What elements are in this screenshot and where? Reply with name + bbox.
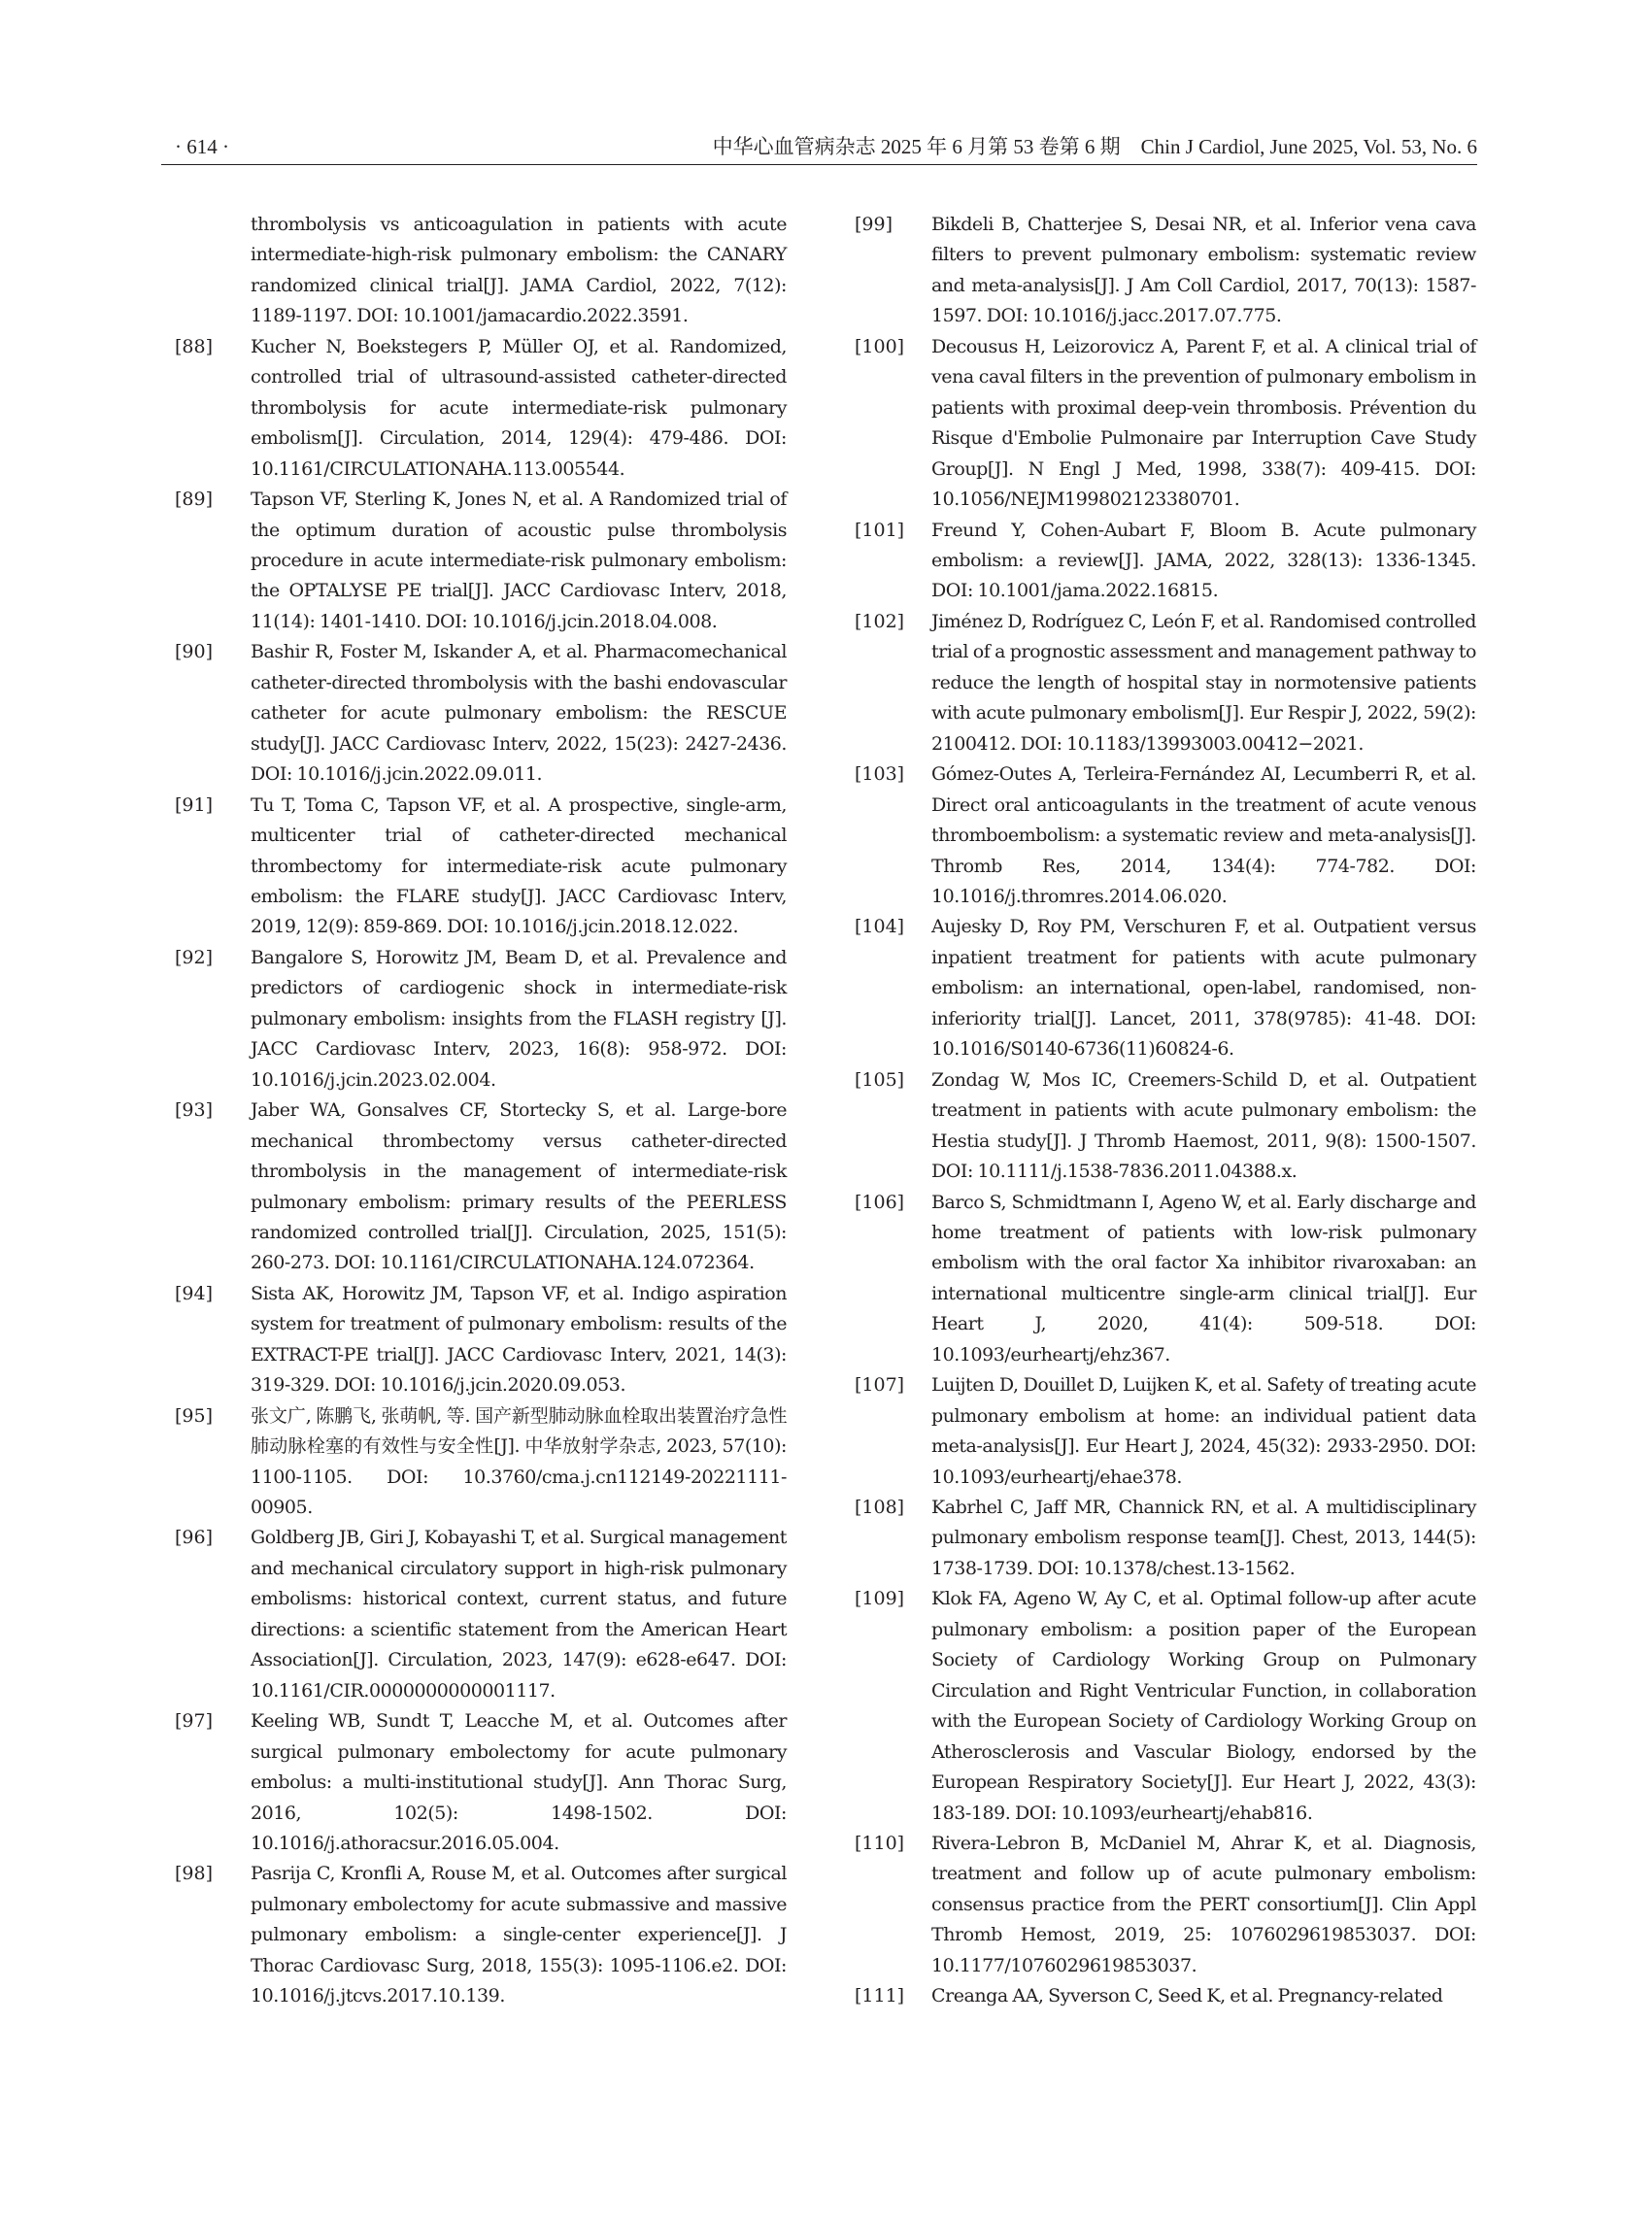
reference-number: [111] [855, 1985, 905, 2007]
reference-text: Sista AK, Horowitz JM, Tapson VF, et al. Indigo aspiration system for treatment of pulmonary embolism: results of the EXTRACT-PE trial[J]. JACC Cardiovasc Interv, 2021, 14(3): 319-329. DOI: 10.1016/j.jcin.2020.09.053. [251, 1282, 787, 1397]
reference-item [855, 332, 1476, 516]
reference-text: Luijten D, Douillet D, Luijken K, et al. Safety of treating acute pulmonary embolism at home: an individual patient data meta-analysis[J]. Eur Heart J, 2024, 45(32): 2933-2950. DOI: 10.1093/eurheartj/ehae378. [931, 1374, 1476, 1488]
reference-item [855, 1370, 1476, 1493]
reference-text: Kabrhel C, Jaff MR, Channick RN, et al. A multidisciplinary pulmonary embolism response team[J]. Chest, 2013, 144(5): 1738-1739. DOI: 10.1378/chest.13-1562. [931, 1497, 1476, 1579]
reference-text: Pasrija C, Kronfli A, Rouse M, et al. Outcomes after surgical pulmonary embolectomy for acute submassive and massive pulmonary embolism: a single-center experience[J]. J Thorac Cardiovasc Surg, 2018, 155(3): 1095-1106.e2. DOI: 10.1016/j.jtcvs.2017.10.139. [251, 1863, 787, 2007]
reference-item [175, 1706, 787, 1859]
reference-item [175, 943, 787, 1096]
page-header [161, 131, 1477, 165]
reference-text: Decousus H, Leizorovicz A, Parent F, et al. A clinical trial of vena caval filters in the prevention of pulmonary embolism in patients with proximal deep-vein thrombosis. Prévention du Risque d'Embolie Pulmonaire par Interruption Cave Study Group[J]. N Engl J Med, 1998, 338(7): 409-415. DOI: 10.1056/NEJM199802123380701. [931, 335, 1476, 511]
reference-item [175, 1523, 787, 1706]
reference-text: Freund Y, Cohen-Aubart F, Bloom B. Acute pulmonary embolism: a review[J]. JAMA, 2022, 328(13): 1336-1345. DOI: 10.1001/jama.2022.16815. [931, 519, 1476, 602]
reference-item [175, 1401, 787, 1524]
reference-number: [90] [175, 641, 214, 663]
reference-item [175, 791, 787, 943]
reference-text: Tu T, Toma C, Tapson VF, et al. A prospective, single-arm, multicenter trial of catheter-directed mechanical thrombectomy for intermediate-risk acute pulmonary embolism: the FLARE study[J]. JACC Cardiovasc Interv, 2019, 12(9): 859-869. DOI: 10.1016/j.jcin.2018.12.022. [251, 793, 787, 938]
reference-text: Aujesky D, Roy PM, Verschuren F, et al. Outpatient versus inpatient treatment for patients with acute pulmonary embolism: an international, open-label, randomised, non-inferiority trial[J]. Lancet, 2011, 378(9785): 41-48. DOI: 10.1016/S0140-6736(11)60824-6. [931, 916, 1476, 1061]
reference-number: [98] [175, 1863, 214, 1885]
reference-number: [101] [855, 519, 905, 541]
reference-item [175, 332, 787, 485]
reference-text: Tapson VF, Sterling K, Jones N, et al. A Randomized trial of the optimum duration of acoustic pulse thrombolysis procedure in acute intermediate-risk pulmonary embolism: the OPTALYSE PE trial[J]. JACC Cardiovasc Interv, 2018, 11(14): 1401-1410. DOI: 10.1016/j.jcin.2018.04.008. [251, 489, 787, 632]
reference-text: Rivera-Lebron B, McDaniel M, Ahrar K, et al. Diagnosis, treatment and follow up of acute pulmonary embolism: consensus practice from the PERT consortium[J]. Clin Appl Thromb Hemost, 2019, 25: 1076029619853037. DOI: 10.1177/1076029619853037. [931, 1833, 1476, 1976]
reference-text: Zondag W, Mos IC, Creemers-Schild D, et al. Outpatient treatment in patients with acute pulmonary embolism: the Hestia study[J]. J Thromb Haemost, 2011, 9(8): 1500-1507. DOI: 10.1111/j.1538-7836.2011.04388.x. [931, 1068, 1476, 1183]
reference-item [175, 637, 787, 790]
reference-number: [88] [175, 335, 214, 357]
reference-item [855, 759, 1476, 912]
reference-text: Bashir R, Foster M, Iskander A, et al. Pharmacomechanical catheter-directed thrombolysis with the bashi endovascular catheter for acute pulmonary embolism: the RESCUE study[J]. JACC Cardiovasc Interv, 2022, 15(23): 2427-2436. DOI: 10.1016/j.jcin.2022.09.011. [251, 641, 787, 786]
reference-item [175, 1096, 787, 1279]
reference-column-right [855, 210, 1476, 2012]
reference-text: thrombolysis vs anticoagulation in patients with acute intermediate-high-risk pulmonary embolism: the CANARY randomized clinical trial[J]. JAMA Cardiol, 2022, 7(12): 1189-1197. DOI: 10.1001/jamacardio.2022.3591. [251, 214, 787, 327]
reference-number: [104] [855, 916, 905, 938]
reference-number: [109] [855, 1588, 905, 1610]
reference-item [855, 210, 1476, 332]
reference-item [855, 1493, 1476, 1584]
reference-text: Gómez-Outes A, Terleira-Fernández AI, Lecumberri R, et al. Direct oral anticoagulants in the treatment of acute venous thromboembolism: a systematic review and meta-analysis[J]. Thromb Res, 2014, 134(4): 774-782. DOI: 10.1016/j.thromres.2014.06.020. [931, 763, 1476, 907]
reference-item [855, 1829, 1476, 1981]
reference-text: Barco S, Schmidtmann I, Ageno W, et al. Early discharge and home treatment of patients with low-risk pulmonary embolism with the oral factor Xa inhibitor rivaroxaban: an international multicentre single-arm clinical trial[J]. Eur Heart J, 2020, 41(4): 509-518. DOI: 10.1093/eurheartj/ehz367. [931, 1191, 1476, 1365]
reference-item [855, 912, 1476, 1064]
reference-number: [103] [855, 763, 905, 786]
reference-item [855, 1981, 1476, 2011]
reference-number: [107] [855, 1374, 905, 1397]
reference-text: Bikdeli B, Chatterjee S, Desai NR, et al. Inferior vena cava filters to prevent pulmonary embolism: systematic review and meta-analysis[J]. J Am Coll Cardiol, 2017, 70(13): 1587-1597. DOI: 10.1016/j.jacc.2017.07.775. [931, 214, 1476, 327]
reference-text: Jaber WA, Gonsalves CF, Stortecky S, et al. Large-bore mechanical thrombectomy versus catheter-directed thrombolysis in the management of intermediate-risk pulmonary embolism: primary results of the PEERLESS randomized controlled trial[J]. Circulation, 2025, 151(5): 260-273. DOI: 10.1161/CIRCULATIONAHA.124.072364. [251, 1099, 787, 1274]
reference-number: [110] [855, 1833, 905, 1855]
reference-item [855, 1065, 1476, 1188]
reference-text: Keeling WB, Sundt T, Leacche M, et al. Outcomes after surgical pulmonary embolectomy for acute pulmonary embolus: a multi-institutional study[J]. Ann Thorac Surg, 2016, 102(5): 1498-1502. DOI: 10.1016/j.athoracsur.2016.05.004. [251, 1710, 787, 1855]
reference-text: Goldberg JB, Giri J, Kobayashi T, et al. Surgical management and mechanical circulatory support in high-risk pulmonary embolisms: historical context, current status, and future directions: a scientific statement from the American Heart Association[J]. Circulation, 2023, 147(9): e628-e647. DOI: 10.1161/CIR.0000000000001117. [251, 1527, 787, 1702]
reference-text: Creanga AA, Syverson C, Seed K, et al. Pregnancy-related [931, 1985, 1443, 2007]
reference-item [175, 1279, 787, 1401]
reference-text: Kucher N, Boekstegers P, Müller OJ, et al. Randomized, controlled trial of ultrasound-assisted catheter-directed thrombolysis for acute intermediate-risk pulmonary embolism[J]. Circulation, 2014, 129(4): 479-486. DOI: 10.1161/CIRCULATIONAHA.113.005544. [251, 335, 787, 480]
reference-number: [102] [855, 610, 905, 632]
reference-item [175, 485, 787, 637]
reference-number: [94] [175, 1282, 214, 1304]
reference-text: Klok FA, Ageno W, Ay C, et al. Optimal follow-up after acute pulmonary embolism: a position paper of the European Society of Cardiology Working Group on Pulmonary Circulation and Right Ventricular Function, in collaboration with the European Society of Cardiology Working Group on Atherosclerosis and Vascular Biology, endorsed by the European Respiratory Society[J]. Eur Heart J, 2022, 43(3): 183-189. DOI: 10.1093/eurheartj/ehab816. [931, 1588, 1476, 1824]
reference-continuation [175, 210, 787, 332]
reference-number: [92] [175, 946, 214, 968]
reference-item [855, 607, 1476, 759]
reference-text: Bangalore S, Horowitz JM, Beam D, et al. Prevalence and predictors of cardiogenic shock in intermediate-risk pulmonary embolism: insights from the FLASH registry [J]. JACC Cardiovasc Interv, 2023, 16(8): 958-972. DOI: 10.1016/j.jcin.2023.02.004. [251, 946, 787, 1091]
reference-number: [100] [855, 335, 905, 357]
reference-column-left [175, 210, 787, 2012]
reference-item [175, 1859, 787, 2011]
reference-item [855, 1188, 1476, 1371]
reference-number: [95] [175, 1404, 214, 1427]
running-head: 中华心血管病杂志 2025 年 6 月第 53 卷第 6 期 Chin J Cardiol, June 2025, Vol. 53, No. 6 [712, 135, 1477, 158]
page-number: · 614 · [175, 135, 229, 158]
reference-text: Jiménez D, Rodríguez C, León F, et al. Randomised controlled trial of a prognostic assessment and management pathway to reduce the length of hospital stay in normotensive patients with acute pulmonary embolism[J]. Eur Respir J, 2022, 59(2): 2100412. DOI: 10.1183/13993003.00412−2021. [931, 610, 1476, 755]
reference-item [855, 516, 1476, 607]
reference-number: [97] [175, 1710, 214, 1733]
reference-item [855, 1584, 1476, 1829]
reference-number: [96] [175, 1527, 214, 1549]
reference-number: [91] [175, 793, 214, 816]
reference-number: [106] [855, 1191, 905, 1213]
reference-number: [99] [855, 214, 893, 235]
reference-text: 张文广, 陈鹏飞, 张萌帆, 等. 国产新型肺动脉血栓取出装置治疗急性肺动脉栓塞的有效性与安全性[J]. 中华放射学杂志, 2023, 57(10): 1100-1105. DOI: 10.3760/cma.j.cn112149-20221111-00905. [251, 1404, 787, 1519]
reference-number: [89] [175, 489, 214, 511]
reference-number: [105] [855, 1068, 905, 1091]
reference-number: [93] [175, 1099, 214, 1122]
reference-number: [108] [855, 1497, 905, 1519]
